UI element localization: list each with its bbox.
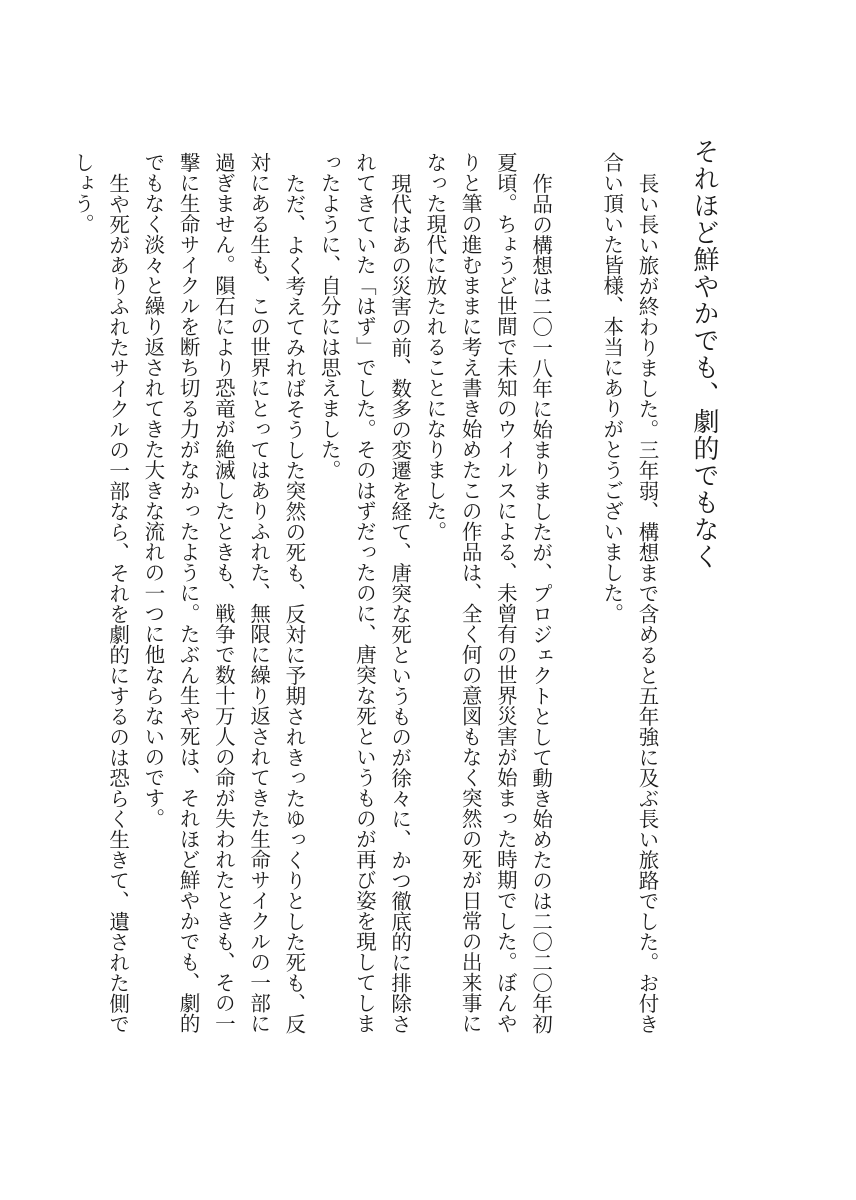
paragraph-5: 生や死がありふれたサイクルの一部なら、それを劇的にするのは恐らく生きて、遺された側でしょう。: [70, 152, 130, 1034]
document-title: それほど鮮やかでも、劇的でもなく: [689, 138, 719, 570]
paragraph-1: 長い長い旅が終わりました。三年弱、構想まで含めると五年強に及ぶ長い旅路でした。お付き合い頂いた皆様、本当にありがとうございました。: [599, 152, 659, 1034]
document-body: [70, 152, 664, 1052]
paragraph-2: 作品の構想は二〇一八年に始まりましたが、プロジェクトとして動き始めたのは二〇二〇年初夏頃。ちょうど世間で未知のウイルスによる、未曾有の世界災害が始まった時期でした。ぼんやりと筆の進むままに考え書き始めたこの作品は、全く何の意図もなく突然の死が日常の出来事になった現代に放たれることになりました。: [422, 152, 553, 1034]
paragraph-3: 現代はあの災害の前、数多の変遷を経て、唐突な死というものが徐々に、かつ徹底的に排除されてきていた「はず」でした。そのはずだったのに、唐突な死というものが再び姿を現してしまったように、自分には思えました。: [317, 152, 412, 1034]
paragraph-4: ただ、よく考えてみればそうした突然の死も、反対に予期されきったゆっくりとした死も、反対にある生も、この世界にとってはありふれた、無限に繰り返されてきた生命サイクルの一部に過ぎません。隕石により恐竜が絶滅したときも、戦争で数十万人の命が失われたときも、その一撃に生命サイクルを断ち切る力がなかったように。たぶん生や死は、それほど鮮やかでも、劇的でもなく淡々と繰り返されてきた大きな流れの一つに他ならないのです。: [140, 152, 306, 1034]
